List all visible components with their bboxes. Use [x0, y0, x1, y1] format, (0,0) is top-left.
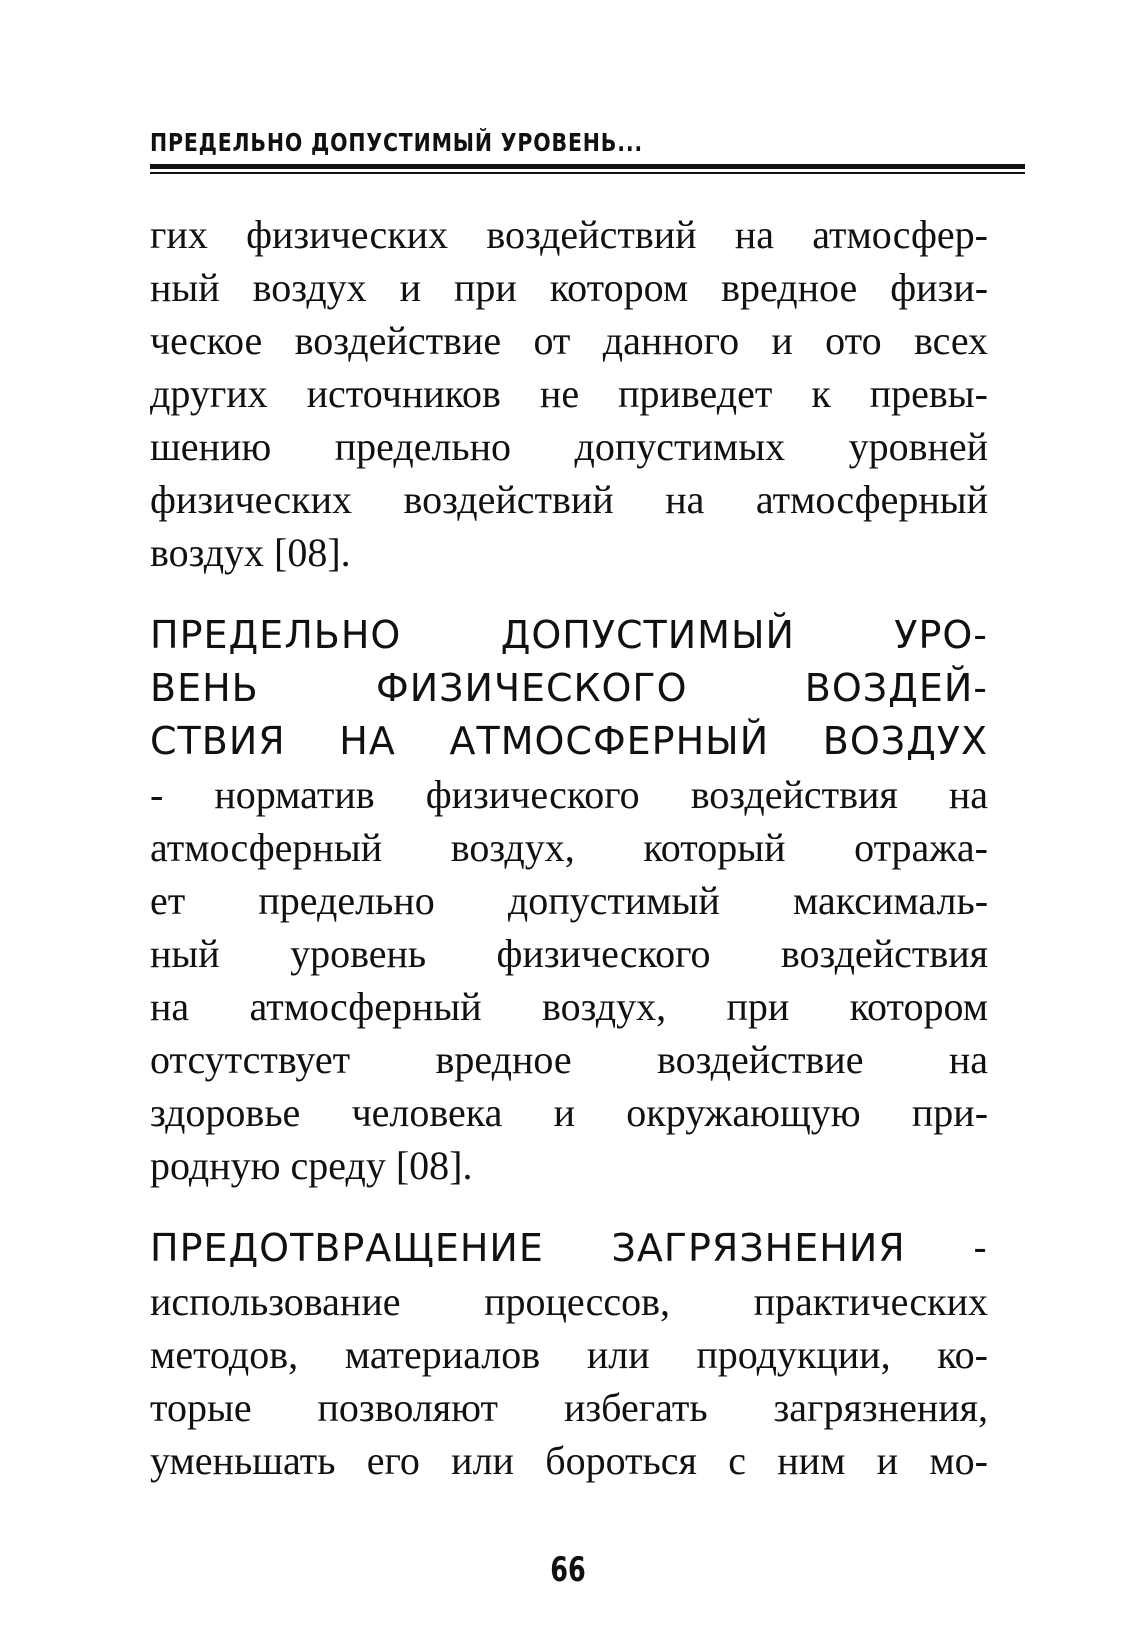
text-line: использование процессов, практических	[150, 1279, 989, 1324]
header-rule-thick	[150, 164, 1025, 169]
text-line: атмосферный воздух, который отража-	[150, 825, 988, 870]
paragraph-continuation	[150, 208, 988, 579]
text-line: ный воздух и при котором вредное физи-	[150, 265, 989, 310]
text-line: ческое воздействие от данного и ото всех	[150, 318, 989, 363]
entry-term-line: ВЕНЬ ФИЗИЧЕСКОГО ВОЗДЕЙ-	[150, 666, 988, 710]
text-line: шению предельно допустимых уровней	[150, 424, 989, 469]
text-line: воздух [08].	[150, 530, 351, 575]
text-line: других источников не приведет к превы-	[150, 371, 988, 416]
text-line: родную среду [08].	[150, 1143, 473, 1188]
page-number: 66	[550, 1550, 586, 1590]
text-line: торые позволяют избегать загрязнения,	[150, 1385, 989, 1430]
text-line: отсутствует вредное воздействие на	[150, 1037, 989, 1082]
running-head-title: ПРЕДЕЛЬНО ДОПУСТИМЫЙ УРОВЕНЬ...	[150, 128, 644, 157]
running-header	[150, 128, 1025, 174]
text-line: ет предельно допустимый максималь-	[150, 878, 989, 923]
page-body	[150, 208, 988, 1487]
text-line: уменьшать его или бороться с ним и мо-	[150, 1438, 988, 1483]
entry-term-line: СТВИЯ НА АТМОСФЕРНЫЙ ВОЗДУХ	[150, 719, 988, 763]
text-line: методов, материалов или продукции, ко-	[150, 1332, 988, 1377]
text-line: на атмосферный воздух, при котором	[150, 984, 989, 1029]
text-line: здоровье человека и окружающую при-	[150, 1090, 989, 1135]
entry-term-line: ПРЕДОТВРАЩЕНИЕ ЗАГРЯЗНЕНИЯ -	[150, 1226, 988, 1270]
header-rule-thin	[150, 172, 1025, 174]
glossary-entry-max-level	[150, 609, 988, 1192]
entry-term-line: ПРЕДЕЛЬНО ДОПУСТИМЫЙ УРО-	[150, 613, 988, 657]
paragraph-spacer	[150, 579, 988, 609]
text-line: физических воздействий на атмосферный	[150, 477, 989, 522]
text-line: ный уровень физического воздействия	[150, 931, 989, 976]
paragraph-spacer	[150, 1192, 988, 1222]
glossary-entry-pollution-prevention	[150, 1222, 988, 1487]
text-line: гих физических воздействий на атмосфер-	[150, 212, 988, 257]
text-line: - норматив физического воздействия на	[150, 772, 989, 817]
